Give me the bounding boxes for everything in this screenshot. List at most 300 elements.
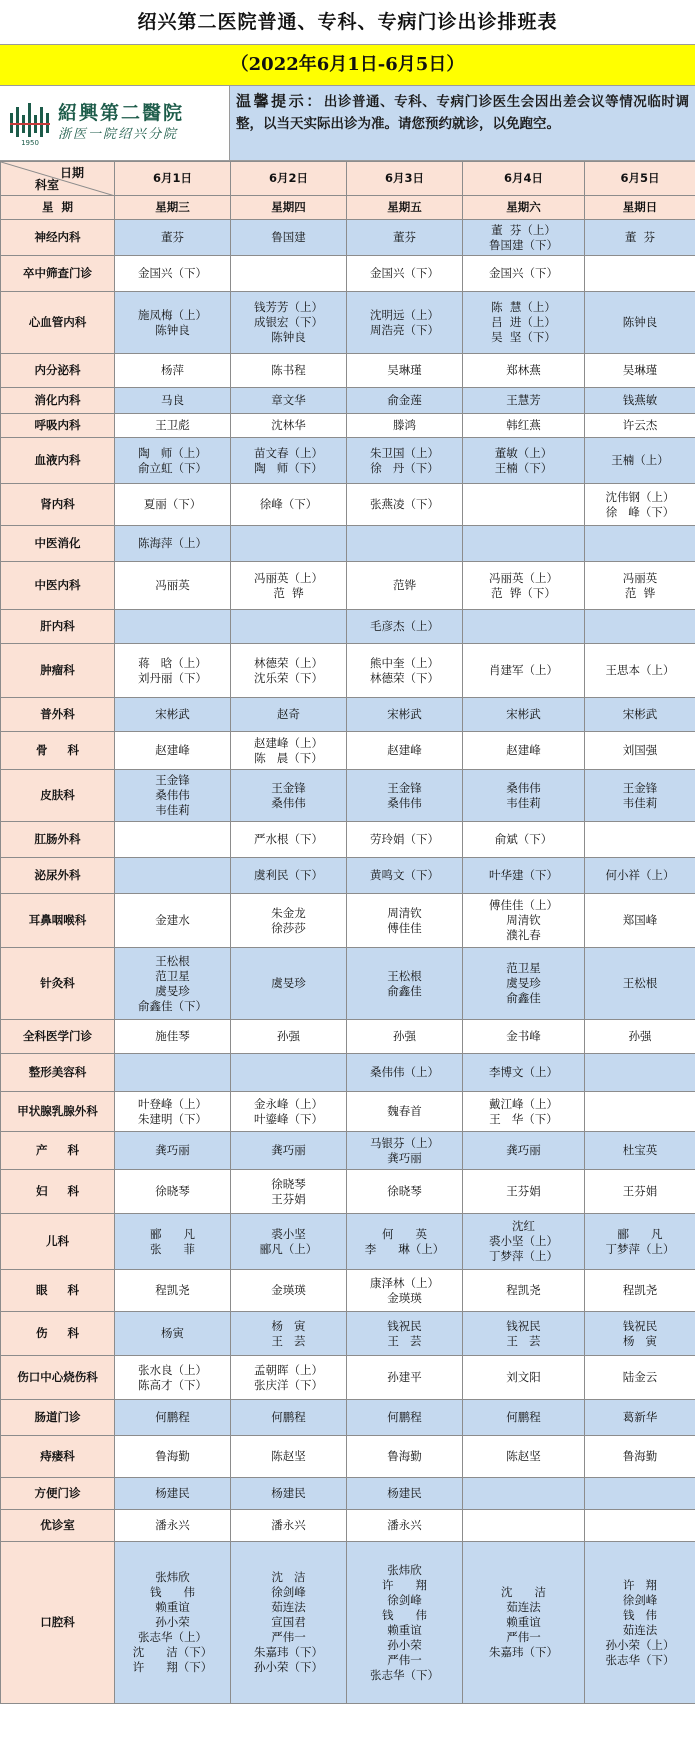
schedule-cell bbox=[115, 484, 231, 526]
schedule-cell bbox=[585, 1214, 695, 1270]
schedule-cell bbox=[463, 770, 585, 822]
doctor-entry: 张 菲 bbox=[150, 1241, 195, 1256]
doctor-entry: 钱 伟 bbox=[150, 1585, 195, 1599]
schedule-table bbox=[0, 161, 695, 1704]
schedule-cell bbox=[463, 1092, 585, 1132]
table-row bbox=[1, 484, 695, 526]
schedule-cell bbox=[347, 1270, 463, 1312]
schedule-cell bbox=[231, 1214, 347, 1270]
doctor-entry: 沈明远（上） bbox=[370, 307, 439, 322]
doctor-entry: 陈高才（下） bbox=[138, 1377, 207, 1392]
table-row bbox=[1, 562, 695, 610]
schedule-cell bbox=[585, 220, 695, 256]
doctor-entry: 马良 bbox=[161, 393, 184, 407]
department-name: 耳鼻咽喉科 bbox=[1, 894, 115, 948]
weekday-header: 星期六 bbox=[463, 196, 585, 220]
date-header-row bbox=[1, 162, 695, 196]
doctor-entry: 陈海萍（上） bbox=[138, 536, 207, 550]
doctor-entry: 范卫星 bbox=[155, 968, 190, 983]
logo-year: 1950 bbox=[21, 139, 39, 147]
doctor-entry: 钱燕敏 bbox=[622, 393, 658, 407]
doctor-entry: 王慧芳 bbox=[506, 393, 541, 407]
doctor-entry: 王芬娟 bbox=[506, 1184, 541, 1198]
doctor-entry: 陈钟良 bbox=[155, 322, 190, 337]
doctor-entry: 王楠（上） bbox=[611, 453, 669, 467]
doctor-entry: 吕 进（上） bbox=[491, 315, 556, 329]
schedule-cell bbox=[463, 698, 585, 732]
schedule-cell bbox=[463, 414, 585, 438]
doctor-entry: 董 芬 bbox=[624, 230, 656, 244]
doctor-entry: 杨建民 bbox=[155, 1486, 190, 1500]
table-row bbox=[1, 948, 695, 1020]
doctor-entry: 朱嘉玮（下） bbox=[489, 1645, 558, 1659]
table-row bbox=[1, 1312, 695, 1356]
schedule-cell bbox=[585, 644, 695, 698]
doctor-entry: 俞金莲 bbox=[387, 393, 422, 407]
department-name: 内分泌科 bbox=[1, 354, 115, 388]
doctor-entry: 何鹏程 bbox=[506, 1410, 541, 1424]
department-name: 方便门诊 bbox=[1, 1478, 115, 1510]
department-name: 眼 科 bbox=[1, 1270, 115, 1312]
schedule-cell bbox=[115, 1478, 231, 1510]
doctor-entry: 何鹏程 bbox=[155, 1410, 190, 1424]
schedule-cell bbox=[585, 858, 695, 894]
doctor-entry: 严水根（下） bbox=[254, 832, 323, 846]
doctor-entry: 杨 寅 bbox=[271, 1318, 306, 1333]
doctor-entry: 刘文阳 bbox=[506, 1370, 541, 1384]
doctor-entry: 潘永兴 bbox=[155, 1518, 190, 1532]
schedule-cell bbox=[115, 770, 231, 822]
doctor-entry: 周清钦 bbox=[506, 913, 541, 927]
department-name: 肛肠外科 bbox=[1, 822, 115, 858]
doctor-entry: 孙强 bbox=[393, 1029, 416, 1043]
schedule-cell bbox=[115, 1436, 231, 1478]
schedule-cell bbox=[347, 220, 463, 256]
doctor-entry: 徐剑峰 bbox=[622, 1592, 658, 1607]
schedule-cell bbox=[231, 220, 347, 256]
doctor-entry: 程凯尧 bbox=[155, 1283, 190, 1297]
doctor-entry: 陆金云 bbox=[622, 1370, 658, 1384]
doctor-entry: 鲁海勤 bbox=[155, 1449, 190, 1463]
table-row bbox=[1, 1132, 695, 1170]
doctor-entry: 茹连法 bbox=[622, 1622, 658, 1637]
doctor-entry: 许 翔 bbox=[382, 1577, 427, 1592]
doctor-entry: 孙建平 bbox=[387, 1370, 422, 1384]
schedule-cell bbox=[115, 948, 231, 1020]
department-name: 中医内科 bbox=[1, 562, 115, 610]
doctor-entry: 陶 师（上） bbox=[138, 445, 207, 460]
doctor-entry: 魏春首 bbox=[387, 1104, 422, 1118]
table-row bbox=[1, 770, 695, 822]
schedule-cell bbox=[463, 894, 585, 948]
weekday-header: 星期四 bbox=[231, 196, 347, 220]
schedule-cell bbox=[463, 1400, 585, 1436]
doctor-entry: 吴琳瑾 bbox=[387, 363, 422, 377]
doctor-entry: 宋彬武 bbox=[506, 707, 541, 721]
doctor-entry: 杜宝英 bbox=[622, 1143, 658, 1157]
doctor-entry: 张志华（上） bbox=[138, 1630, 207, 1644]
doctor-entry: 王松根 bbox=[155, 953, 190, 968]
schedule-cell bbox=[347, 414, 463, 438]
doctor-entry: 许 翔 bbox=[623, 1577, 657, 1592]
doctor-entry: 董芬 bbox=[161, 230, 184, 244]
doctor-entry: 赖重谊 bbox=[387, 1622, 422, 1637]
doctor-entry: 孟朝晖（上） bbox=[254, 1362, 323, 1377]
doctor-entry: 熊中奎（上） bbox=[370, 655, 439, 670]
hospital-emblem-icon bbox=[8, 99, 52, 147]
doctor-entry: 张庆洋（下） bbox=[254, 1377, 323, 1392]
schedule-cell bbox=[585, 698, 695, 732]
table-row bbox=[1, 414, 695, 438]
doctor-entry: 钱祝民 bbox=[506, 1318, 541, 1333]
doctor-entry: 金国兴（下） bbox=[489, 266, 558, 280]
doctor-entry: 龚巧丽 bbox=[155, 1143, 190, 1157]
schedule-cell bbox=[585, 770, 695, 822]
doctor-entry: 王楠（下） bbox=[494, 460, 553, 475]
doctor-entry: 夏丽（下） bbox=[143, 497, 202, 511]
weekday-header-row bbox=[1, 196, 695, 220]
doctor-entry: 韩红燕 bbox=[506, 418, 541, 432]
doctor-entry: 裘小坚（上） bbox=[489, 1234, 558, 1248]
schedule-cell bbox=[585, 1092, 695, 1132]
department-name: 优诊室 bbox=[1, 1510, 115, 1542]
doctor-entry: 范铧 bbox=[393, 578, 416, 592]
doctor-entry: 金国兴（下） bbox=[138, 266, 207, 280]
schedule-cell bbox=[347, 1400, 463, 1436]
schedule-cell bbox=[115, 354, 231, 388]
doctor-entry: 李 琳（上） bbox=[364, 1241, 445, 1256]
doctor-entry: 章文华 bbox=[271, 393, 306, 407]
table-row bbox=[1, 1356, 695, 1400]
schedule-cell bbox=[347, 562, 463, 610]
department-name: 心血管内科 bbox=[1, 292, 115, 354]
schedule-cell bbox=[347, 1054, 463, 1092]
doctor-entry: 黄鸣文（下） bbox=[370, 868, 439, 882]
schedule-cell bbox=[463, 610, 585, 644]
doctor-entry: 虞旻珍 bbox=[271, 976, 306, 990]
department-name: 中医消化 bbox=[1, 526, 115, 562]
table-row bbox=[1, 1214, 695, 1270]
doctor-entry: 施佳琴 bbox=[155, 1029, 190, 1043]
hospital-name: 紹興第二醫院 bbox=[58, 102, 185, 124]
department-name: 伤口中心烧伤科 bbox=[1, 1356, 115, 1400]
doctor-entry: 马银芬（上） bbox=[370, 1135, 439, 1150]
doctor-entry: 桑伟伟 bbox=[271, 795, 306, 810]
doctor-entry: 钱芳芳（上） bbox=[254, 300, 323, 314]
doctor-entry: 孙小荣 bbox=[387, 1637, 422, 1652]
schedule-cell bbox=[347, 484, 463, 526]
schedule-cell bbox=[585, 388, 695, 414]
table-row bbox=[1, 644, 695, 698]
schedule-cell bbox=[347, 526, 463, 562]
doctor-entry: 王松根 bbox=[387, 968, 422, 983]
doctor-entry: 傅佳佳（上） bbox=[489, 898, 558, 912]
schedule-cell bbox=[231, 1356, 347, 1400]
doctor-entry: 王 芸 bbox=[271, 1333, 306, 1348]
doctor-entry: 宋彬武 bbox=[387, 707, 422, 721]
doctor-entry: 王 芸 bbox=[387, 1333, 422, 1348]
schedule-cell bbox=[585, 822, 695, 858]
corner-cell bbox=[1, 162, 115, 196]
schedule-cell bbox=[585, 438, 695, 484]
schedule-cell bbox=[115, 1020, 231, 1054]
doctor-entry: 程凯尧 bbox=[622, 1283, 658, 1297]
doctor-entry: 韦佳莉 bbox=[506, 795, 541, 810]
schedule-cell bbox=[115, 610, 231, 644]
table-row bbox=[1, 1170, 695, 1214]
doctor-entry: 王金锋 bbox=[271, 780, 306, 795]
doctor-entry: 王芬娟 bbox=[622, 1184, 658, 1198]
doctor-entry: 郦 凡 bbox=[150, 1226, 195, 1241]
doctor-entry: 俞鑫佳 bbox=[387, 983, 422, 998]
schedule-cell bbox=[585, 526, 695, 562]
schedule-cell bbox=[347, 732, 463, 770]
table-row bbox=[1, 894, 695, 948]
doctor-entry: 叶鎏峰（下） bbox=[254, 1111, 323, 1126]
doctor-entry: 宣国君 bbox=[271, 1615, 306, 1629]
schedule-cell bbox=[347, 644, 463, 698]
department-name: 全科医学门诊 bbox=[1, 1020, 115, 1054]
doctor-entry: 严伟一 bbox=[387, 1652, 422, 1667]
department-name: 肠道门诊 bbox=[1, 1400, 115, 1436]
doctor-entry: 虞旻珍 bbox=[155, 983, 190, 998]
schedule-cell bbox=[231, 698, 347, 732]
doctor-entry: 俞鑫佳 bbox=[506, 991, 541, 1005]
doctor-entry: 鲁国建 bbox=[271, 230, 306, 244]
department-name: 肿瘤科 bbox=[1, 644, 115, 698]
schedule-cell bbox=[115, 526, 231, 562]
doctor-entry: 茹连法 bbox=[506, 1600, 541, 1614]
table-row bbox=[1, 388, 695, 414]
schedule-cell bbox=[115, 732, 231, 770]
doctor-entry: 金书峰 bbox=[506, 1029, 541, 1043]
doctor-entry: 李博文（上） bbox=[489, 1065, 558, 1079]
schedule-cell bbox=[231, 1092, 347, 1132]
doctor-entry: 茹连法 bbox=[271, 1600, 306, 1614]
schedule-cell bbox=[585, 1020, 695, 1054]
weekday-label: 星 期 bbox=[1, 196, 115, 220]
hospital-subname: 浙医一院绍兴分院 bbox=[58, 127, 179, 142]
doctor-entry: 王 华（下） bbox=[489, 1111, 558, 1126]
schedule-cell bbox=[585, 1436, 695, 1478]
doctor-entry: 徐晓琴 bbox=[271, 1176, 306, 1191]
table-row bbox=[1, 526, 695, 562]
schedule-cell bbox=[463, 644, 585, 698]
doctor-entry: 金永峰（上） bbox=[254, 1096, 323, 1111]
schedule-cell bbox=[347, 1312, 463, 1356]
doctor-entry: 宋彬武 bbox=[622, 707, 658, 721]
schedule-cell bbox=[347, 292, 463, 354]
doctor-entry: 劳玲娟（下） bbox=[370, 832, 439, 846]
schedule-body bbox=[1, 220, 695, 1704]
page-title: 绍兴第二医院普通、专科、专病门诊出诊排班表 bbox=[0, 0, 695, 45]
schedule-cell bbox=[585, 1542, 695, 1704]
schedule-cell bbox=[231, 1270, 347, 1312]
doctor-entry: 鲁海勤 bbox=[387, 1449, 422, 1463]
schedule-cell bbox=[231, 292, 347, 354]
doctor-entry: 成银宏（下） bbox=[254, 315, 323, 329]
doctor-entry: 孙小荣（上） bbox=[605, 1637, 675, 1652]
date-header: 6月5日 bbox=[585, 162, 695, 196]
schedule-cell bbox=[115, 388, 231, 414]
table-row bbox=[1, 822, 695, 858]
schedule-cell bbox=[115, 1054, 231, 1092]
schedule-cell bbox=[231, 1054, 347, 1092]
department-name: 泌尿外科 bbox=[1, 858, 115, 894]
doctor-entry: 刘丹丽（下） bbox=[138, 670, 207, 685]
doctor-entry: 毛彦杰（上） bbox=[370, 619, 439, 633]
schedule-cell bbox=[463, 438, 585, 484]
doctor-entry: 朱金龙 bbox=[271, 905, 306, 920]
schedule-cell bbox=[585, 1510, 695, 1542]
table-row bbox=[1, 1270, 695, 1312]
schedule-cell bbox=[231, 732, 347, 770]
schedule-cell bbox=[347, 894, 463, 948]
schedule-cell bbox=[585, 1478, 695, 1510]
schedule-cell bbox=[347, 610, 463, 644]
schedule-cell bbox=[463, 1214, 585, 1270]
schedule-cell bbox=[231, 894, 347, 948]
schedule-cell bbox=[347, 822, 463, 858]
doctor-entry: 陈 慧（上） bbox=[491, 300, 556, 314]
doctor-entry: 沈 洁 bbox=[501, 1585, 546, 1599]
department-name: 产 科 bbox=[1, 1132, 115, 1170]
doctor-entry: 龚巧丽 bbox=[387, 1150, 422, 1165]
doctor-entry: 潘永兴 bbox=[387, 1518, 422, 1532]
table-row bbox=[1, 1054, 695, 1092]
schedule-cell bbox=[115, 1312, 231, 1356]
doctor-entry: 冯丽英（上） bbox=[254, 570, 323, 585]
weekday-header: 星期日 bbox=[585, 196, 695, 220]
doctor-entry: 郑国峰 bbox=[622, 913, 658, 927]
schedule-cell bbox=[585, 562, 695, 610]
doctor-entry: 蒋 晗（上） bbox=[138, 655, 207, 670]
doctor-entry: 龚巧丽 bbox=[271, 1143, 306, 1157]
doctor-entry: 许云杰 bbox=[622, 418, 658, 432]
schedule-cell bbox=[347, 1356, 463, 1400]
doctor-entry: 郑林燕 bbox=[506, 363, 541, 377]
doctor-entry: 钱 伟 bbox=[382, 1607, 427, 1622]
schedule-cell bbox=[585, 1132, 695, 1170]
schedule-cell bbox=[115, 1092, 231, 1132]
doctor-entry: 金建水 bbox=[155, 913, 190, 927]
department-name: 骨 科 bbox=[1, 732, 115, 770]
doctor-entry: 朱嘉玮（下） bbox=[254, 1645, 323, 1659]
doctor-entry: 苗文春（上） bbox=[254, 445, 323, 460]
table-row bbox=[1, 438, 695, 484]
schedule-cell bbox=[463, 354, 585, 388]
notice-row bbox=[0, 86, 695, 161]
schedule-cell bbox=[115, 1510, 231, 1542]
table-row bbox=[1, 1510, 695, 1542]
doctor-entry: 陈赵坚 bbox=[271, 1449, 306, 1463]
table-row bbox=[1, 1436, 695, 1478]
department-name: 甲状腺乳腺外科 bbox=[1, 1092, 115, 1132]
schedule-cell bbox=[585, 414, 695, 438]
doctor-entry: 张志华（下） bbox=[370, 1667, 439, 1682]
doctor-entry: 徐剑峰 bbox=[271, 1585, 306, 1599]
doctor-entry: 朱卫国（上） bbox=[370, 445, 439, 460]
schedule-cell bbox=[231, 1132, 347, 1170]
schedule-cell bbox=[347, 1542, 463, 1704]
doctor-entry: 虞利民（下） bbox=[254, 868, 323, 882]
doctor-entry: 朱建明（下） bbox=[138, 1111, 207, 1126]
schedule-cell bbox=[231, 438, 347, 484]
table-row bbox=[1, 698, 695, 732]
date-header: 6月2日 bbox=[231, 162, 347, 196]
doctor-entry: 杨 寅 bbox=[623, 1333, 657, 1348]
doctor-entry: 王金锋 bbox=[387, 780, 422, 795]
schedule-cell bbox=[347, 1132, 463, 1170]
doctor-entry: 金瑛瑛 bbox=[271, 1283, 306, 1297]
schedule-cell bbox=[463, 388, 585, 414]
schedule-cell bbox=[585, 1054, 695, 1092]
department-name: 神经内科 bbox=[1, 220, 115, 256]
schedule-cell bbox=[585, 1312, 695, 1356]
doctor-entry: 王卫彪 bbox=[155, 418, 190, 432]
schedule-cell bbox=[115, 1170, 231, 1214]
schedule-cell bbox=[463, 1478, 585, 1510]
doctor-entry: 董敏（上） bbox=[494, 445, 553, 460]
schedule-cell bbox=[463, 1312, 585, 1356]
doctor-entry: 冯丽英 bbox=[622, 570, 658, 585]
doctor-entry: 董芬 bbox=[393, 230, 416, 244]
doctor-entry: 桑伟伟（上） bbox=[370, 1065, 439, 1079]
doctor-entry: 孙小荣（下） bbox=[254, 1660, 323, 1674]
doctor-entry: 丁梦萍（上） bbox=[605, 1241, 675, 1256]
doctor-entry: 王金锋 bbox=[155, 773, 190, 787]
doctor-entry: 赵建峰 bbox=[506, 743, 541, 757]
schedule-cell bbox=[463, 526, 585, 562]
doctor-entry: 徐 峰（下） bbox=[605, 504, 675, 519]
department-name: 整形美容科 bbox=[1, 1054, 115, 1092]
schedule-cell bbox=[463, 1170, 585, 1214]
schedule-cell bbox=[463, 1270, 585, 1312]
date-header: 6月3日 bbox=[347, 162, 463, 196]
schedule-cell bbox=[231, 1510, 347, 1542]
doctor-entry: 冯丽英 bbox=[155, 578, 190, 592]
doctor-entry: 郦 凡 bbox=[617, 1226, 663, 1241]
doctor-entry: 桑伟伟 bbox=[155, 788, 190, 802]
schedule-cell bbox=[231, 644, 347, 698]
doctor-entry: 沈伟钢（上） bbox=[605, 489, 675, 504]
department-name: 妇 科 bbox=[1, 1170, 115, 1214]
schedule-cell bbox=[231, 1400, 347, 1436]
table-row bbox=[1, 256, 695, 292]
doctor-entry: 赵奇 bbox=[277, 707, 300, 721]
schedule-cell bbox=[231, 610, 347, 644]
schedule-cell bbox=[463, 1132, 585, 1170]
schedule-cell bbox=[463, 484, 585, 526]
schedule-cell bbox=[115, 1542, 231, 1704]
schedule-cell bbox=[115, 698, 231, 732]
schedule-cell bbox=[463, 948, 585, 1020]
doctor-entry: 徐晓琴 bbox=[155, 1184, 190, 1198]
doctor-entry: 徐剑峰 bbox=[387, 1592, 422, 1607]
doctor-entry: 陈赵坚 bbox=[506, 1449, 541, 1463]
schedule-cell bbox=[463, 732, 585, 770]
schedule-cell bbox=[463, 822, 585, 858]
doctor-entry: 陈 晨（下） bbox=[254, 750, 323, 765]
schedule-cell bbox=[231, 354, 347, 388]
table-row bbox=[1, 292, 695, 354]
schedule-cell bbox=[231, 1170, 347, 1214]
schedule-cell bbox=[231, 526, 347, 562]
doctor-entry: 严伟一 bbox=[506, 1630, 541, 1644]
doctor-entry: 徐晓琴 bbox=[387, 1184, 422, 1198]
doctor-entry: 沈红 bbox=[512, 1219, 535, 1233]
doctor-entry: 杨寅 bbox=[161, 1326, 184, 1340]
